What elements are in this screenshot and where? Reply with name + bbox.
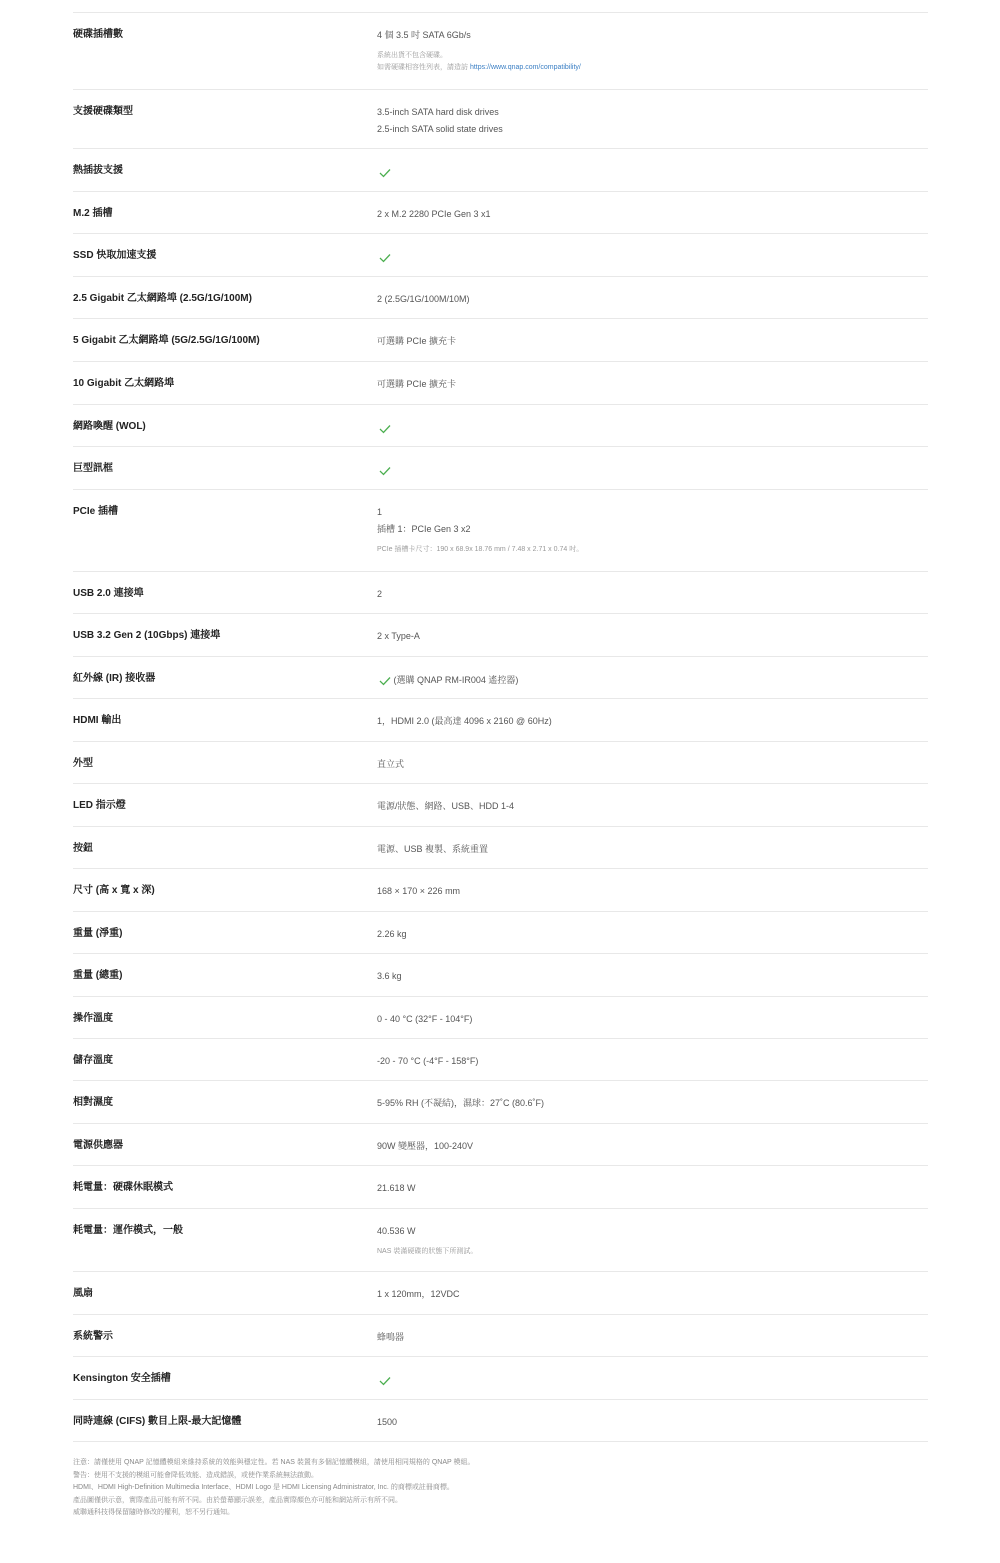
spec-value-line: 可選購 PCIe 擴充卡	[377, 379, 457, 389]
spec-note	[377, 62, 928, 74]
spec-value-line: -20 - 70 °C (-4°F - 158°F)	[377, 1056, 479, 1066]
spec-row	[73, 1314, 928, 1356]
spec-label: SSD 快取加速支援	[73, 250, 157, 261]
spec-value	[377, 742, 928, 773]
checkmark-icon	[379, 466, 391, 476]
spec-note-text: 如需硬碟相容性列表，請造訪	[377, 64, 470, 71]
spec-value	[377, 614, 928, 645]
spec-label: 風扇	[73, 1288, 93, 1299]
spec-row	[73, 1080, 928, 1123]
spec-value	[377, 234, 928, 266]
spec-label: Kensington 安全插槽	[73, 1373, 171, 1384]
spec-value-line: 90W 變壓器，100-240V	[377, 1141, 474, 1151]
spec-note: NAS 裝滿硬碟的狀態下所測試。	[377, 1248, 478, 1255]
spec-label: 重量 (淨重)	[73, 928, 123, 939]
spec-note: PCIe 插槽卡尺寸：190 x 68.9x 18.76 mm / 7.48 x 2.71 x 0.74 吋。	[377, 546, 584, 553]
spec-row	[73, 1038, 928, 1080]
footer-notes	[73, 1457, 474, 1520]
spec-value-line: 電源/狀態、網路、USB、HDD 1-4	[377, 801, 515, 811]
spec-row	[73, 276, 928, 318]
spec-label: 外型	[73, 758, 93, 769]
spec-value-line: 1，HDMI 2.0 (最高達 4096 x 2160 @ 60Hz)	[377, 716, 552, 726]
spec-value-line: 蜂鳴器	[377, 1332, 405, 1342]
spec-value	[377, 447, 928, 479]
spec-label: USB 3.2 Gen 2 (10Gbps) 連接埠	[73, 630, 221, 641]
spec-row	[73, 826, 928, 868]
spec-value	[377, 1400, 928, 1431]
spec-value	[377, 277, 928, 308]
spec-row	[73, 571, 928, 613]
spec-value	[377, 572, 928, 603]
spec-value	[377, 784, 928, 815]
spec-label: 紅外線 (IR) 接收器	[73, 673, 156, 684]
spec-label: 2.5 Gigabit 乙太網路埠 (2.5G/1G/100M)	[73, 293, 252, 304]
spec-label: 10 Gigabit 乙太網路埠	[73, 378, 175, 389]
spec-label: M.2 插槽	[73, 208, 113, 219]
spec-value	[377, 827, 928, 858]
spec-value	[377, 1209, 928, 1258]
spec-value-line: 3.6 kg	[377, 971, 402, 981]
spec-row	[73, 361, 928, 404]
spec-value	[377, 1272, 928, 1303]
spec-value-line: 可選購 PCIe 擴充卡	[377, 336, 457, 346]
spec-value-text: (選購 QNAP RM-IR004 遙控器)	[391, 675, 519, 685]
spec-row	[73, 446, 928, 489]
spec-row	[73, 191, 928, 233]
spec-value-line: 2.5-inch SATA solid state drives	[377, 124, 503, 134]
spec-value	[377, 699, 928, 730]
spec-row	[73, 89, 928, 148]
spec-label: 同時連線 (CIFS) 數目上限-最大記憶體	[73, 1416, 242, 1427]
spec-value	[377, 192, 928, 223]
spec-row	[73, 1271, 928, 1314]
spec-row	[73, 404, 928, 446]
spec-label: 操作溫度	[73, 1013, 113, 1024]
spec-value-line: 2	[377, 589, 383, 599]
checkmark-icon	[379, 168, 391, 178]
checkmark-icon	[379, 424, 391, 434]
spec-label: 重量 (總重)	[73, 970, 123, 981]
spec-row	[73, 1356, 928, 1399]
spec-table	[73, 12, 928, 1442]
spec-row	[73, 613, 928, 656]
spec-value-line: 5-95% RH (不凝結)，濕球：27˚C (80.6˚F)	[377, 1098, 545, 1108]
spec-label: HDMI 輸出	[73, 715, 122, 726]
checkmark-icon	[379, 253, 391, 263]
spec-label: 支援硬碟類型	[73, 106, 133, 117]
spec-value	[377, 149, 928, 181]
spec-value	[377, 1166, 928, 1197]
spec-label: 耗電量：運作模式，一般	[73, 1225, 183, 1236]
spec-row	[73, 953, 928, 996]
spec-label: 按鈕	[73, 843, 93, 854]
spec-row	[73, 148, 928, 191]
spec-row	[73, 741, 928, 783]
footer-note-line: HDMI、HDMI High-Definition Multimedia Interface、HDMI Logo 是 HDMI Licensing Administrator, Inc. 的商標或註冊商標。	[73, 1484, 454, 1491]
spec-label: 硬碟插槽數	[73, 29, 123, 40]
spec-label: 系統警示	[73, 1331, 113, 1342]
spec-value-line: 4 個 3.5 吋 SATA 6Gb/s	[377, 30, 471, 40]
spec-value	[377, 1081, 928, 1112]
spec-label: 尺寸 (高 x 寬 x 深)	[73, 885, 155, 896]
checkmark-icon	[379, 1376, 391, 1386]
spec-value-line: 2 (2.5G/1G/100M/10M)	[377, 294, 470, 304]
footer-note-line: 警告：使用不支援的模組可能會降低效能、造成錯誤，或使作業系統無法啟動。	[73, 1471, 318, 1479]
spec-value	[377, 997, 928, 1028]
spec-label: USB 2.0 連接埠	[73, 588, 144, 599]
spec-value-line: 2 x Type-A	[377, 631, 420, 641]
spec-value	[377, 657, 928, 689]
table-bottom-divider	[73, 1441, 928, 1442]
spec-value	[377, 912, 928, 943]
spec-row	[73, 489, 928, 571]
spec-value-line: 3.5-inch SATA hard disk drives	[377, 107, 499, 117]
spec-value	[377, 362, 928, 393]
spec-row	[73, 996, 928, 1038]
spec-label: 電源供應器	[73, 1140, 123, 1151]
spec-label: LED 指示燈	[73, 800, 126, 811]
spec-value-line: 2 x M.2 2280 PCIe Gen 3 x1	[377, 209, 491, 219]
spec-value	[377, 1357, 928, 1389]
footer-note-line: 注意：請僅使用 QNAP 記憶體模組來維持系統的效能與穩定性。若 NAS 裝置有多個記憶體模組，請使用相同規格的 QNAP 模組。	[73, 1459, 475, 1466]
spec-value-line: 2.26 kg	[377, 929, 407, 939]
spec-value	[377, 405, 928, 437]
spec-value-line: 168 × 170 × 226 mm	[377, 886, 461, 896]
spec-label: 巨型訊框	[73, 463, 113, 474]
spec-row	[73, 868, 928, 911]
spec-value	[377, 1124, 928, 1155]
spec-row	[73, 783, 928, 826]
spec-row	[73, 698, 928, 741]
spec-label: 網路喚醒 (WOL)	[73, 421, 146, 432]
spec-value-line: 21.618 W	[377, 1183, 416, 1193]
spec-value-line: 電源、USB 複製、系統重置	[377, 844, 489, 854]
spec-value-line: 40.536 W	[377, 1226, 416, 1236]
footer-note-line: 威聯通科技得保留隨時修改的權利，恕不另行通知。	[73, 1509, 234, 1516]
spec-value	[377, 1039, 928, 1070]
spec-value	[377, 90, 928, 138]
footer-note-line: 產品圖僅供示意，實際產品可能有所不同。由於螢幕顯示誤差，產品實際顏色亦可能和網站所示有所不同。	[73, 1496, 402, 1504]
checkmark-icon	[379, 676, 391, 686]
spec-row	[73, 656, 928, 698]
spec-row	[73, 911, 928, 953]
spec-note: 系統出貨不包含硬碟。	[377, 52, 447, 59]
spec-value-line: 插槽 1：PCIe Gen 3 x2	[377, 524, 471, 534]
spec-label: PCIe 插槽	[73, 506, 119, 517]
spec-row	[73, 12, 928, 89]
spec-row	[73, 1399, 928, 1441]
spec-value	[377, 490, 928, 556]
spec-row	[73, 233, 928, 276]
spec-row	[73, 1123, 928, 1165]
compatibility-link[interactable]: https://www.qnap.com/compatibility/	[469, 64, 581, 71]
spec-row	[73, 1165, 928, 1208]
spec-value-line: 1	[377, 507, 383, 517]
spec-row	[73, 1208, 928, 1271]
spec-row	[73, 318, 928, 361]
spec-label: 熱插拔支援	[73, 165, 123, 176]
spec-value	[377, 1315, 928, 1346]
spec-value	[377, 869, 928, 900]
spec-value-line: 0 - 40 °C (32°F - 104°F)	[377, 1014, 473, 1024]
spec-label: 耗電量：硬碟休眠模式	[73, 1182, 173, 1193]
spec-value-line: 1500	[377, 1417, 398, 1427]
spec-value	[377, 13, 928, 74]
spec-value	[377, 319, 928, 350]
spec-value-line: 直立式	[377, 759, 405, 769]
spec-label: 儲存溫度	[73, 1055, 113, 1066]
spec-value	[377, 954, 928, 985]
spec-value-line: 1 x 120mm，12VDC	[377, 1289, 460, 1299]
spec-label: 5 Gigabit 乙太網路埠 (5G/2.5G/1G/100M)	[73, 335, 260, 346]
spec-label: 相對濕度	[73, 1097, 113, 1108]
